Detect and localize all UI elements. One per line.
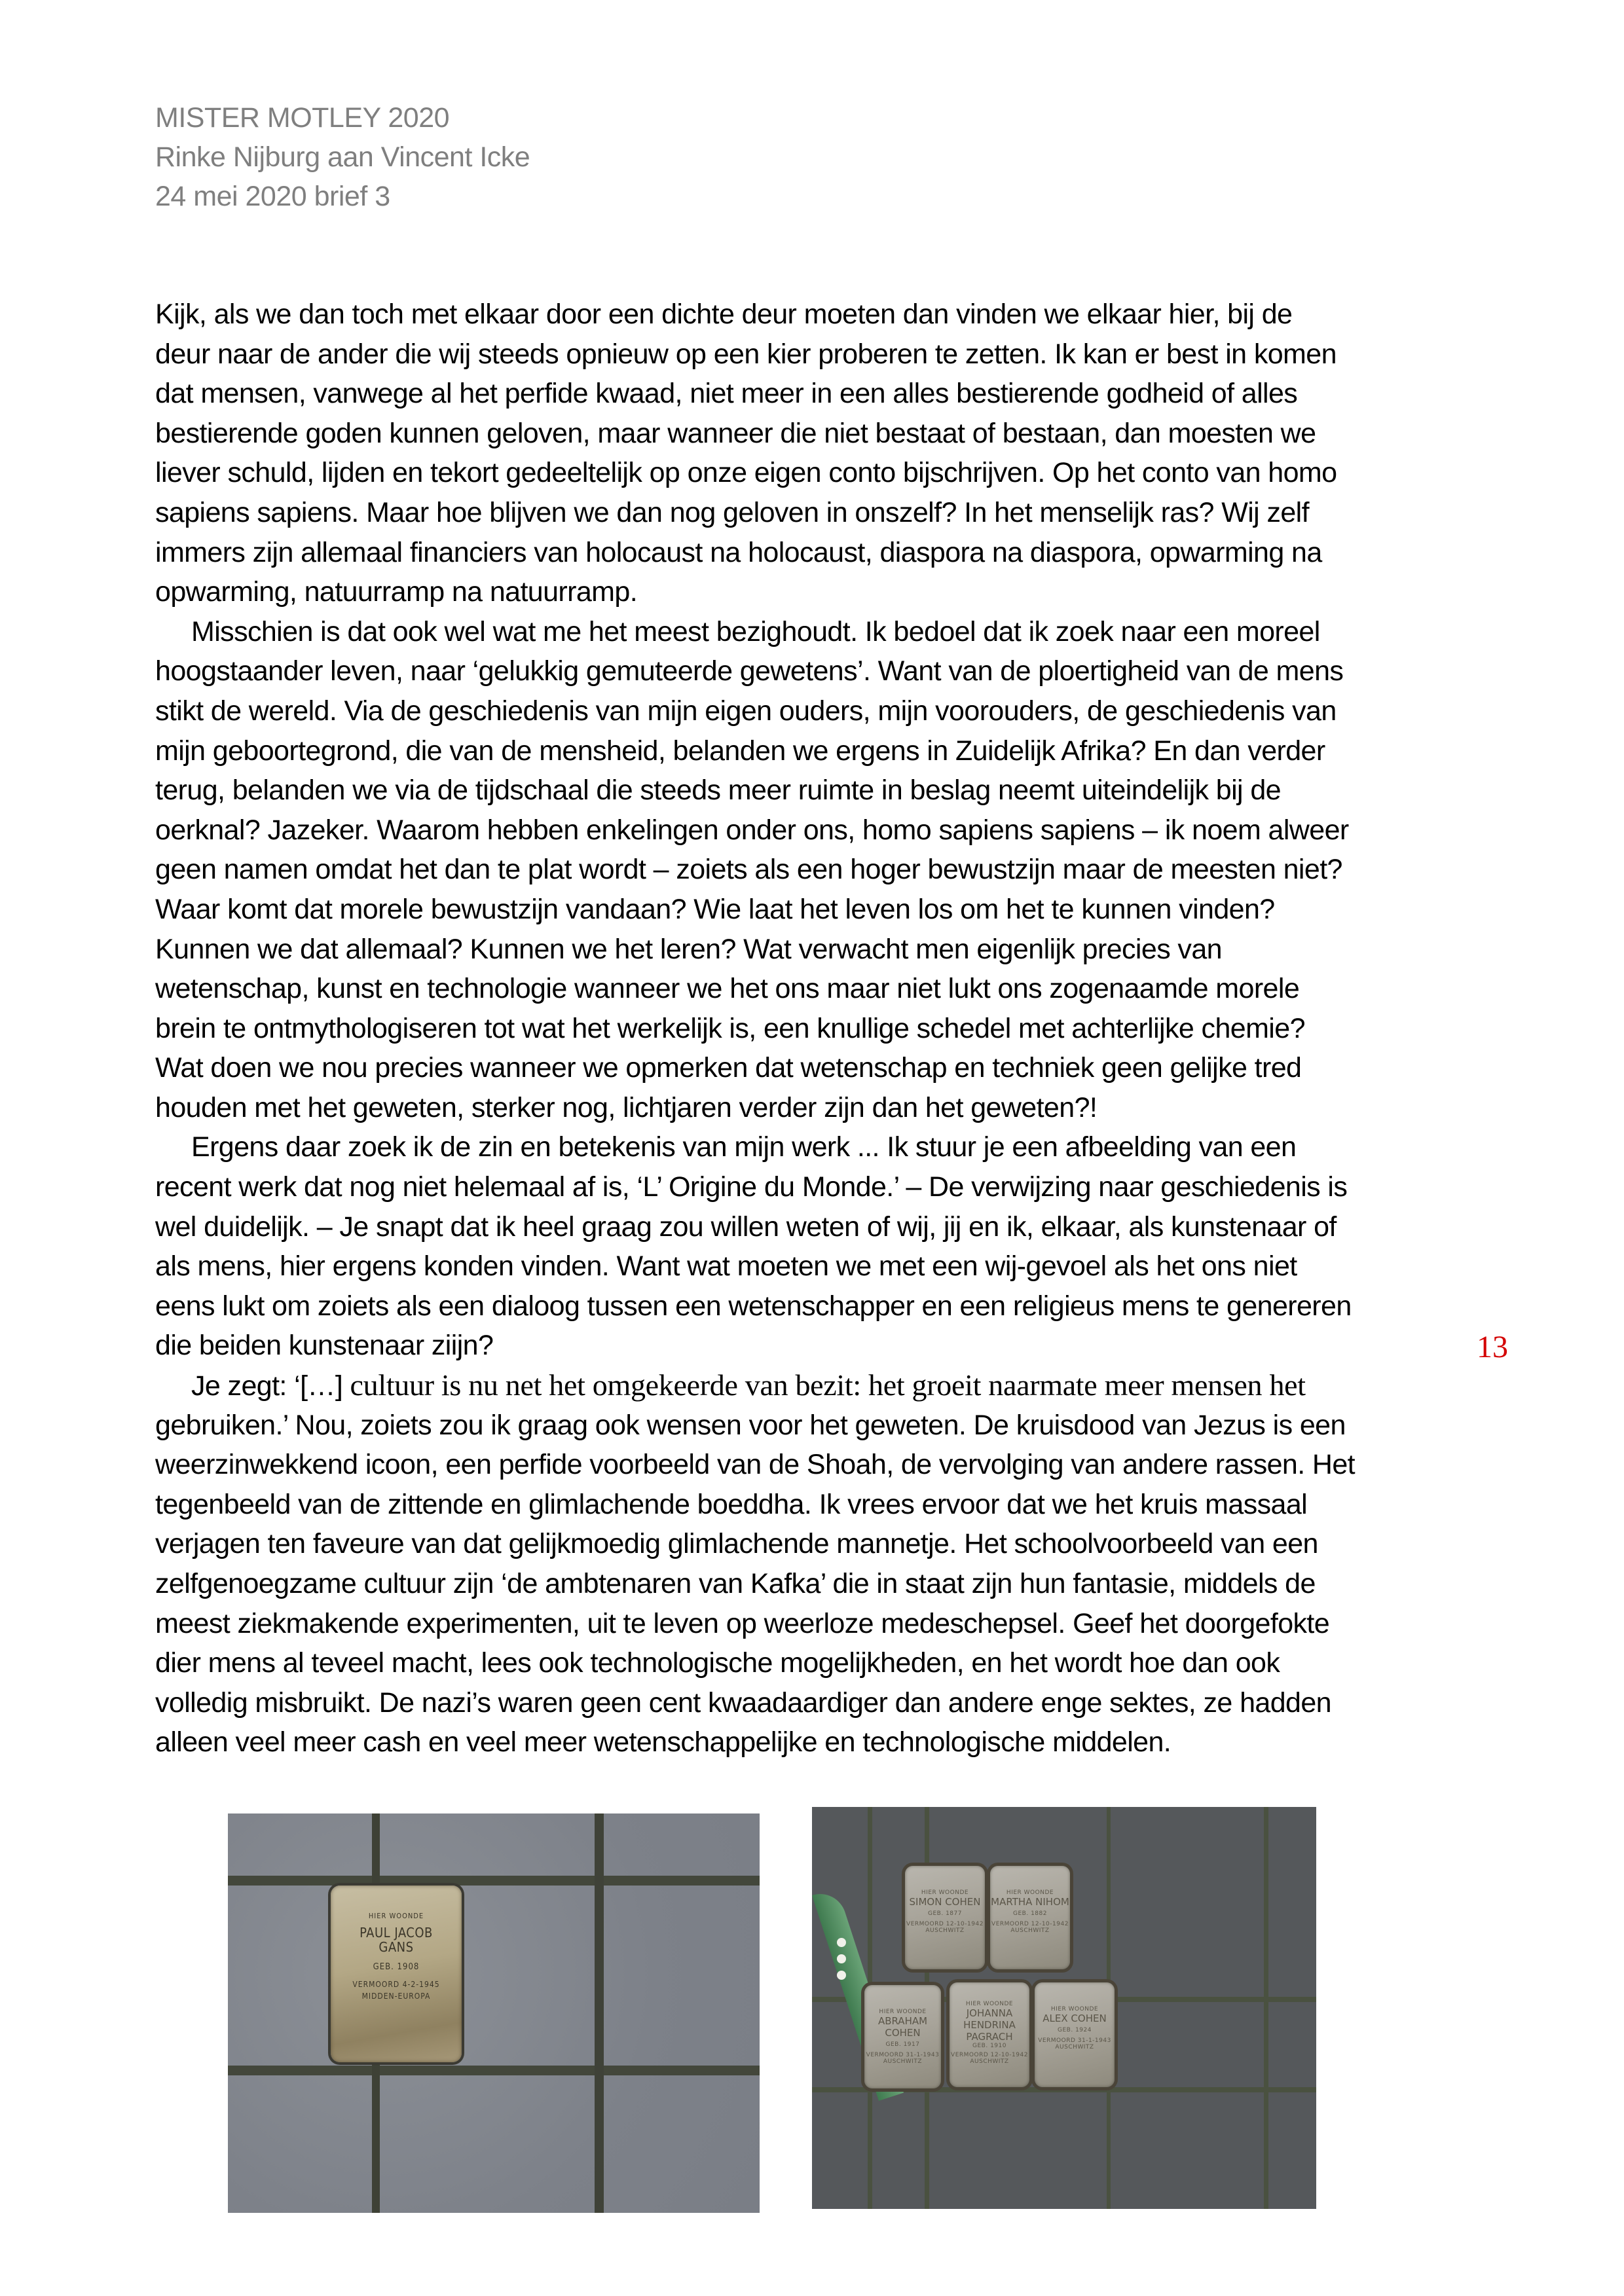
body-line: hoogstaander leven, naar ‘gelukkig gemuteerde gewetens’. Want van de ploertigheid van de mens	[155, 655, 1344, 687]
paragraph-start	[155, 1366, 1491, 1406]
body-line: sapiens sapiens. Maar hoe blijven we dan nog geloven in onszelf? In het menselijk ras? Wij zelf	[155, 496, 1309, 528]
publication-title: MISTER MOTLEY 2020	[155, 102, 450, 134]
memorial-stone: HIER WOONDE MARTHA NIHOM GEB. 1882 VERMOORD 12-10-1942 AUSCHWITZ	[990, 1866, 1070, 1969]
body-line: volledig misbruikt. De nazi’s waren geen cent kwaadaardiger dan andere enge sektes, ze hadden	[155, 1686, 1331, 1719]
body-line: als mens, hier ergens konden vinden. Want wat moeten we met een wij-gevoel als het ons niet	[155, 1250, 1297, 1283]
body-line: zelfgenoegzame cultuur zijn ‘de ambtenaren van Kafka’ die in staat zijn hun fantasie, middels de	[155, 1568, 1316, 1599]
body-line: oerknal? Jazeker. Waarom hebben enkelingen onder ons, homo sapiens sapiens – ik noem alweer	[155, 814, 1349, 846]
body-line: geen namen omdat het dan te plat wordt – zoiets als een hoger bewustzijn maar de meesten niet?	[155, 854, 1342, 886]
flower	[837, 1938, 846, 1947]
body-line: mijn geboortegrond, die van de mensheid, belanden we ergens in Zuidelijk Afrika? En dan verder	[155, 735, 1325, 767]
page-number: 13	[1477, 1330, 1508, 1364]
paragraph-start: Ergens daar zoek ik de zin en betekenis van mijn werk ... Ik stuur je een afbeelding van een	[191, 1131, 1297, 1163]
body-line: stikt de wereld. Via de geschiedenis van mijn eigen ouders, mijn voorouders, de geschiedenis van	[155, 695, 1337, 727]
memorial-stone: HIER WOONDE PAUL JACOB GANS GEB. 1908 VERMOORD 4-2-1945 MIDDEN-EUROPA	[331, 1886, 462, 2062]
body-line: Waar komt dat morele bewustzijn vandaan? Wie laat het leven los om het te kunnen vinden?	[155, 893, 1275, 925]
body-line: wetenschap, kunst en technologie wanneer we het ons maar niet lukt ons zogenaamde morele	[155, 973, 1300, 1005]
photo-stolpersteine-cohen	[812, 1807, 1316, 2209]
body-line: immers zijn allemaal financiers van holocaust na holocaust, diaspora na diaspora, opwarming na	[155, 536, 1322, 568]
body-line: weerzinwekkend icoon, een perfide voorbeeld van de Shoah, de vervolging van andere rassen. Het	[155, 1449, 1356, 1481]
body-line: deur naar de ander die wij steeds opnieuw op een kier proberen te zetten. Ik kan er best in komen	[155, 338, 1337, 370]
body-line: die beiden kunstenaar ziijn?	[155, 1330, 494, 1362]
body-line: meest ziekmakende experimenten, uit te leven op weerloze medeschepsel. Geef het doorgefokte	[155, 1607, 1330, 1639]
body-line: verjagen ten faveure van dat gelijkmoedig glimlachende mannetje. Het schoolvoorbeeld van een	[155, 1528, 1318, 1560]
quote-intro: Je zegt: ‘[…]	[191, 1370, 350, 1402]
letter-date: 24 mei 2020 brief 3	[155, 181, 390, 212]
memorial-stone: HIER WOONDE ABRAHAM COHEN GEB. 1917 VERMOORD 31-1-1943 AUSCHWITZ	[864, 1985, 941, 2088]
body-line: opwarming, natuurramp na natuurramp.	[155, 576, 638, 608]
body-line: terug, belanden we via de tijdschaal die steeds meer ruimte in beslag neemt uiteindelijk bij de	[155, 774, 1281, 807]
memorial-stone: HIER WOONDE JOHANNA HENDRINA PAGRACH GEB. 1910 VERMOORD 12-10-1942 AUSCHWITZ	[950, 1982, 1029, 2087]
flower	[837, 1954, 846, 1963]
body-line: dat mensen, vanwege al het perfide kwaad, niet meer in een alles bestierende godheid of alles	[155, 378, 1298, 410]
letter-body	[155, 295, 1491, 1762]
body-line: alleen veel meer cash en veel meer wetenschappelijke en technologische middelen.	[155, 1726, 1172, 1758]
body-line: Wat doen we nou precies wanneer we opmerken dat wetenschap en techniek geen gelijke tred	[155, 1052, 1302, 1084]
body-line: Kijk, als we dan toch met elkaar door een dichte deur moeten dan vinden we elkaar hier, bij de	[155, 299, 1293, 330]
body-line: bestierende goden kunnen geloven, maar wanneer die niet bestaat of bestaan, dan moesten we	[155, 417, 1316, 449]
body-line: houden met het geweten, sterker nog, lichtjaren verder zijn dan het geweten?!	[155, 1091, 1098, 1123]
body-line: recent werk dat nog niet helemaal af is, ‘L’ Origine du Monde.’ – De verwijzing naar geschiedenis is	[155, 1171, 1348, 1203]
body-line: eens lukt om zoiets als een dialoog tussen een wetenschapper en een religieus mens te genereren	[155, 1290, 1352, 1322]
photo-stolperstein-gans	[228, 1813, 760, 2213]
body-line: dier mens al teveel macht, lees ook technologische mogelijkheden, en het wordt hoe dan ook	[155, 1647, 1280, 1679]
quote-serif: cultuur is nu net het omgekeerde van bezit: het groeit naarmate meer mensen het	[350, 1368, 1306, 1402]
paragraph-start: Misschien is dat ook wel wat me het meest bezighoudt. Ik bedoel dat ik zoek naar een moreel	[191, 615, 1320, 647]
body-line: wel duidelijk. – Je snapt dat ik heel graag zou willen weten of wij, jij en ik, elkaar, als kunstenaar of	[155, 1211, 1337, 1243]
body-line: brein te ontmythologiseren tot wat het werkelijk is, een knullige schedel met achterlijke chemie?	[155, 1012, 1305, 1044]
memorial-stone: HIER WOONDE ALEX COHEN GEB. 1924 VERMOORD 31-1-1943 AUSCHWITZ	[1035, 1982, 1115, 2087]
body-line: gebruiken.’ Nou, zoiets zou ik graag ook wensen voor het geweten. De kruisdood van Jezus is een	[155, 1409, 1346, 1441]
body-line: liever schuld, lijden en tekort gedeeltelijk op onze eigen conto bijschrijven. Op het conto van homo	[155, 457, 1337, 489]
flower	[837, 1971, 846, 1980]
memorial-stone: HIER WOONDE SIMON COHEN GEB. 1877 VERMOORD 12-10-1942 AUSCHWITZ	[905, 1866, 985, 1969]
correspondents: Rinke Nijburg aan Vincent Icke	[155, 141, 530, 173]
letter-header	[155, 98, 530, 216]
body-line: tegenbeeld van de zittende en glimlachende boeddha. Ik vrees ervoor dat we het kruis massaal	[155, 1488, 1308, 1520]
body-line: Kunnen we dat allemaal? Kunnen we het leren? Wat verwacht men eigenlijk precies van	[155, 933, 1222, 965]
